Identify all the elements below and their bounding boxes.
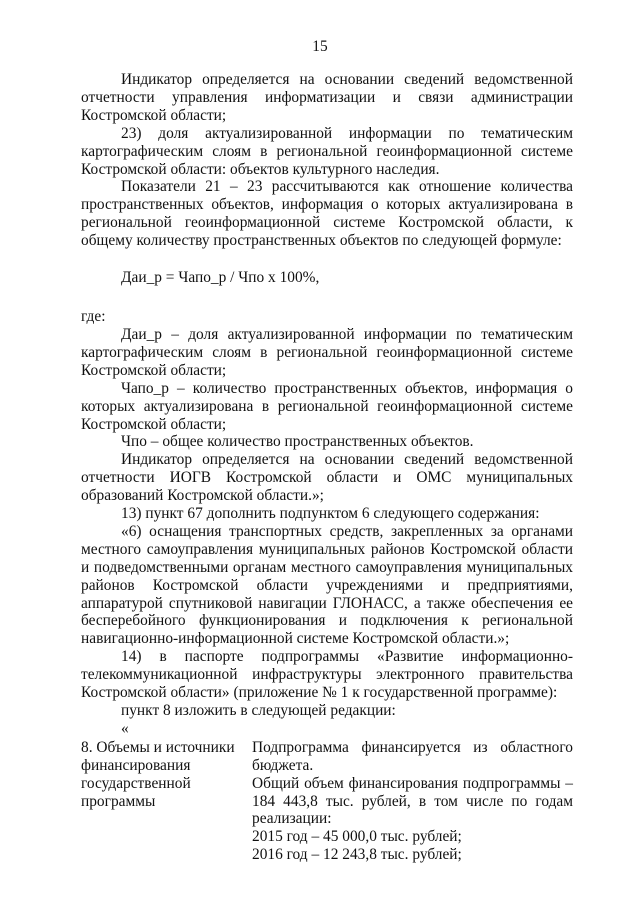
- document-body: [81, 71, 573, 864]
- table-left-label: 8. Объемы и источники финансирования государственной программы: [81, 738, 235, 810]
- paragraph: 14) в паспорте подпрограммы «Развитие информационно-телекоммуникационной инфраструктуры электронного правительства Костромской области» (приложение № 1 к государственной программе):: [81, 648, 573, 702]
- paragraph: Показатели 21 – 23 рассчитываются как отношение количества пространственных объектов, информация о которых актуализирована в региональной геоинформационной системе Костромской области, к общему количеству пространственных объектов по следующей формуле:: [81, 178, 573, 250]
- quote-mark: «: [121, 719, 129, 737]
- paragraph: пункт 8 изложить в следующей редакции:: [121, 702, 396, 719]
- definition-paragraph: Чпо – общее количество пространственных объектов.: [121, 433, 474, 451]
- page-number: 15: [312, 38, 328, 55]
- where-label: где:: [81, 308, 106, 326]
- paragraph: 13) пункт 67 дополнить подпунктом 6 следующего содержания:: [121, 505, 540, 523]
- paragraph: «6) оснащения транспортных средств, закрепленных за органами местного самоуправления муниципальных районов Костромской области и подведомственными органам местного самоуправления муниципальных районов Костромской области учреждениями и предприятиями, аппаратурой спутниковой навигации ГЛОНАСС, а также обеспечения ее бесперебойного функционирования и подключения к региональной навигационно-информационной системе Костромской области.»;: [81, 522, 573, 648]
- paragraph: Индикатор определяется на основании сведений ведомственной отчетности управления информатизации и связи администрации Костромской области;: [81, 71, 573, 124]
- table-line: 2016 год – 12 243,8 тыс. рублей;: [252, 846, 462, 864]
- table-right-cell: [252, 739, 573, 864]
- spacer: [81, 287, 573, 305]
- definition-paragraph: Чапо_р – количество пространственных объектов, информация о которых актуализирована в региональной геоинформационной системе Костромской области;: [81, 379, 573, 433]
- formula: Даи_р = Чапо_р / Чпо х 100%,: [121, 269, 320, 287]
- table-line: Подпрограмма финансируется из областного бюджета.: [252, 738, 573, 774]
- paragraph: 23) доля актуализированной информации по тематическим картографическим слоям в региональной геоинформационной системе Костромской области: объектов культурного наследия.: [81, 124, 573, 178]
- passport-table-row: [81, 739, 573, 864]
- table-line: Общий объем финансирования подпрограммы – 184 443,8 тыс. рублей, в том числе по годам реализации:: [252, 774, 573, 828]
- table-line: 2015 год – 45 000,0 тыс. рублей;: [252, 828, 462, 846]
- definition-paragraph: Даи_р – доля актуализированной информации по тематическим картографическим слоям в региональной геоинформационной системе Костромской области;: [81, 325, 573, 379]
- paragraph: Индикатор определяется на основании сведений ведомственной отчетности ИОГВ Костромской области и ОМС муниципальных образований Костромской области.»;: [81, 451, 573, 505]
